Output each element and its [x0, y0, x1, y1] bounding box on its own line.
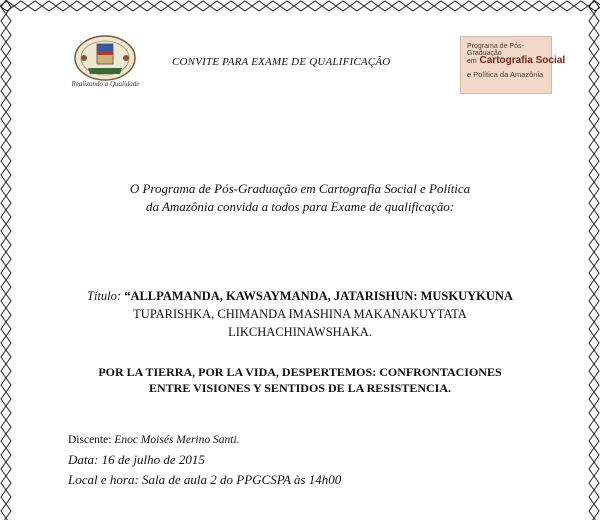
thesis-subtitle-line-2: ENTRE VISIONES Y SENTIDOS DE LA RESISTENCIA. — [149, 381, 451, 395]
title-text-1: “ALLPAMANDA, KAWSAYMANDA, JATARISHUN: MUSKUYKUNA — [124, 289, 513, 303]
intro-line-1: O Programa de Pós-Graduação em Cartografia Social e Política — [129, 181, 471, 196]
thesis-title-line-2: TUPARISHKA, CHIMANDA IMASHINA MAKANAKUYTATA — [133, 307, 467, 321]
thesis-title-line-1 — [0, 286, 600, 306]
exam-date: Data: 16 de julho de 2015 — [68, 452, 205, 467]
program-logo — [460, 36, 566, 94]
discente-line — [68, 434, 240, 446]
discente-label: Discente: — [68, 434, 112, 446]
right-border — [588, 0, 600, 520]
exam-location: Local e hora: Sala de aula 2 do PPGCSPA às 14h00 — [68, 472, 342, 487]
program-logo-line2 — [467, 55, 565, 66]
top-border — [0, 0, 600, 12]
program-logo-prefix: em — [467, 58, 477, 65]
title-label: Título: — [87, 289, 122, 303]
institution-seal-logo — [64, 32, 146, 98]
program-logo-line1: Programa de Pós-Graduação — [467, 43, 524, 57]
intro-line-2: da Amazônia convida a todos para Exame de qualificação: — [145, 199, 455, 214]
program-logo-line3: e Política da Amazônia — [467, 70, 544, 79]
thesis-subtitle-line-1: POR LA TIERRA, POR LA VIDA, DESPERTEMOS: CONFRONTACIONES — [98, 365, 502, 379]
seal-motto: Realizando a Qualidade — [71, 80, 140, 88]
left-border — [0, 0, 12, 520]
discente-name: Enoc Moisés Merino Santi. — [114, 434, 240, 446]
thesis-title-line-3: LIKCHACHINAWSHAKA. — [228, 325, 372, 339]
program-logo-name: Cartografia Social — [479, 55, 566, 66]
invitation-title: CONVITE PARA EXAME DE QUALIFICAÇÃO — [172, 56, 391, 68]
